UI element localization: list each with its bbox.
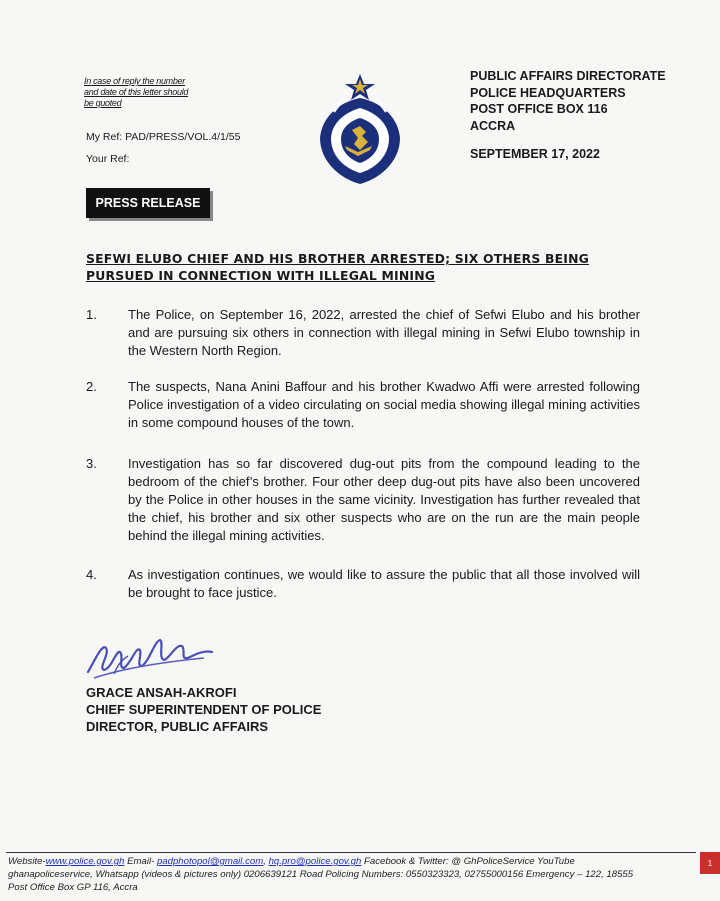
paragraph-number: 4. [86, 567, 97, 582]
footer-divider [6, 852, 696, 853]
address-line: POST OFFICE BOX 116 [470, 102, 608, 116]
signatory-rank: CHIEF SUPERINTENDENT OF POLICE [86, 702, 322, 717]
signatory-name: GRACE ANSAH-AKROFI [86, 685, 237, 700]
ghana-police-crest-logo [300, 72, 420, 190]
my-reference: My Ref: PAD/PRESS/VOL.4/1/55 [86, 131, 241, 143]
press-release-label: PRESS RELEASE [86, 188, 210, 218]
address-line: ACCRA [470, 118, 516, 133]
shield-badge-icon [320, 98, 400, 184]
paragraph-text: As investigation continues, we would like to assure the public that all those involved will be brought to face justice. [128, 567, 640, 600]
footer-contacts [8, 855, 696, 894]
paragraph-number: 1. [86, 307, 97, 322]
footer-line-1: Website-www.police.gov.gh Email- padphotopol@gmail.com, hq.pro@police.gov.gh Facebook & Twitter: @ GhPoliceService YouTube [8, 856, 575, 867]
your-reference: Your Ref: [86, 153, 130, 165]
paragraph-text: Investigation has so far discovered dug-out pits from the compound leading to the bedroom of the chief’s brother. Four other deep dug-out pits have also been uncovered by the Police in other houses in the same vicinity. Investigation has further revealed that the chief, his brother and six other suspects who are on the run are the main people behind the illegal mining activities. [128, 456, 640, 543]
website-link[interactable]: www.police.gov.gh [45, 856, 125, 867]
sender-address [470, 68, 666, 134]
email-link-2[interactable]: hq.pro@police.gov.gh [268, 856, 362, 867]
release-date: SEPTEMBER 17, 2022 [470, 147, 600, 161]
signatory-title: DIRECTOR, PUBLIC AFFAIRS [86, 719, 269, 734]
paragraph [86, 378, 646, 432]
footer-line-3: Post Office Box GP 116, Accra [8, 882, 138, 893]
email-link-1[interactable]: padphotopol@gmail.com [156, 856, 264, 867]
paragraph [86, 455, 646, 545]
paragraph [86, 566, 646, 602]
page-number-tab: 1 [700, 852, 720, 874]
footer-line-2: ghanapoliceservice, Whatsapp (videos & pictures only) 0206639121 Road Policing Numbers: 0550323323, 02755000156 Emergency – 122, 18555 [8, 869, 634, 880]
paragraph-text: The Police, on September 16, 2022, arrested the chief of Sefwi Elubo and his brother and are pursuing six others in connection with illegal mining in Sefwi Elubo township in the Western North Region. [128, 307, 640, 358]
paragraph-text: The suspects, Nana Anini Baffour and his brother Kwadwo Affi were arrested following Police investigation of a video circulating on social media showing illegal mining activities in some compound houses of the town. [128, 379, 640, 430]
social-text: Facebook & Twitter: @ GhPoliceService YouTube [361, 856, 575, 867]
paragraph [86, 306, 646, 360]
handwritten-signature [84, 628, 224, 684]
address-line: PUBLIC AFFAIRS DIRECTORATE [470, 69, 666, 83]
reply-instruction-note: In case of reply the number and date of this letter should be quoted [84, 76, 189, 108]
email-label: Email- [124, 856, 157, 867]
website-label: Website- [8, 856, 46, 867]
address-line: POLICE HEADQUARTERS [470, 85, 626, 100]
paragraph-number: 3. [86, 456, 97, 471]
headline: SEFWI ELUBO CHIEF AND HIS BROTHER ARRESTED; SIX OTHERS BEING PURSUED IN CONNECTION WITH ILLEGAL MINING [86, 251, 590, 283]
signatory-block [86, 684, 321, 735]
paragraph-number: 2. [86, 379, 97, 394]
star-icon [345, 74, 375, 100]
